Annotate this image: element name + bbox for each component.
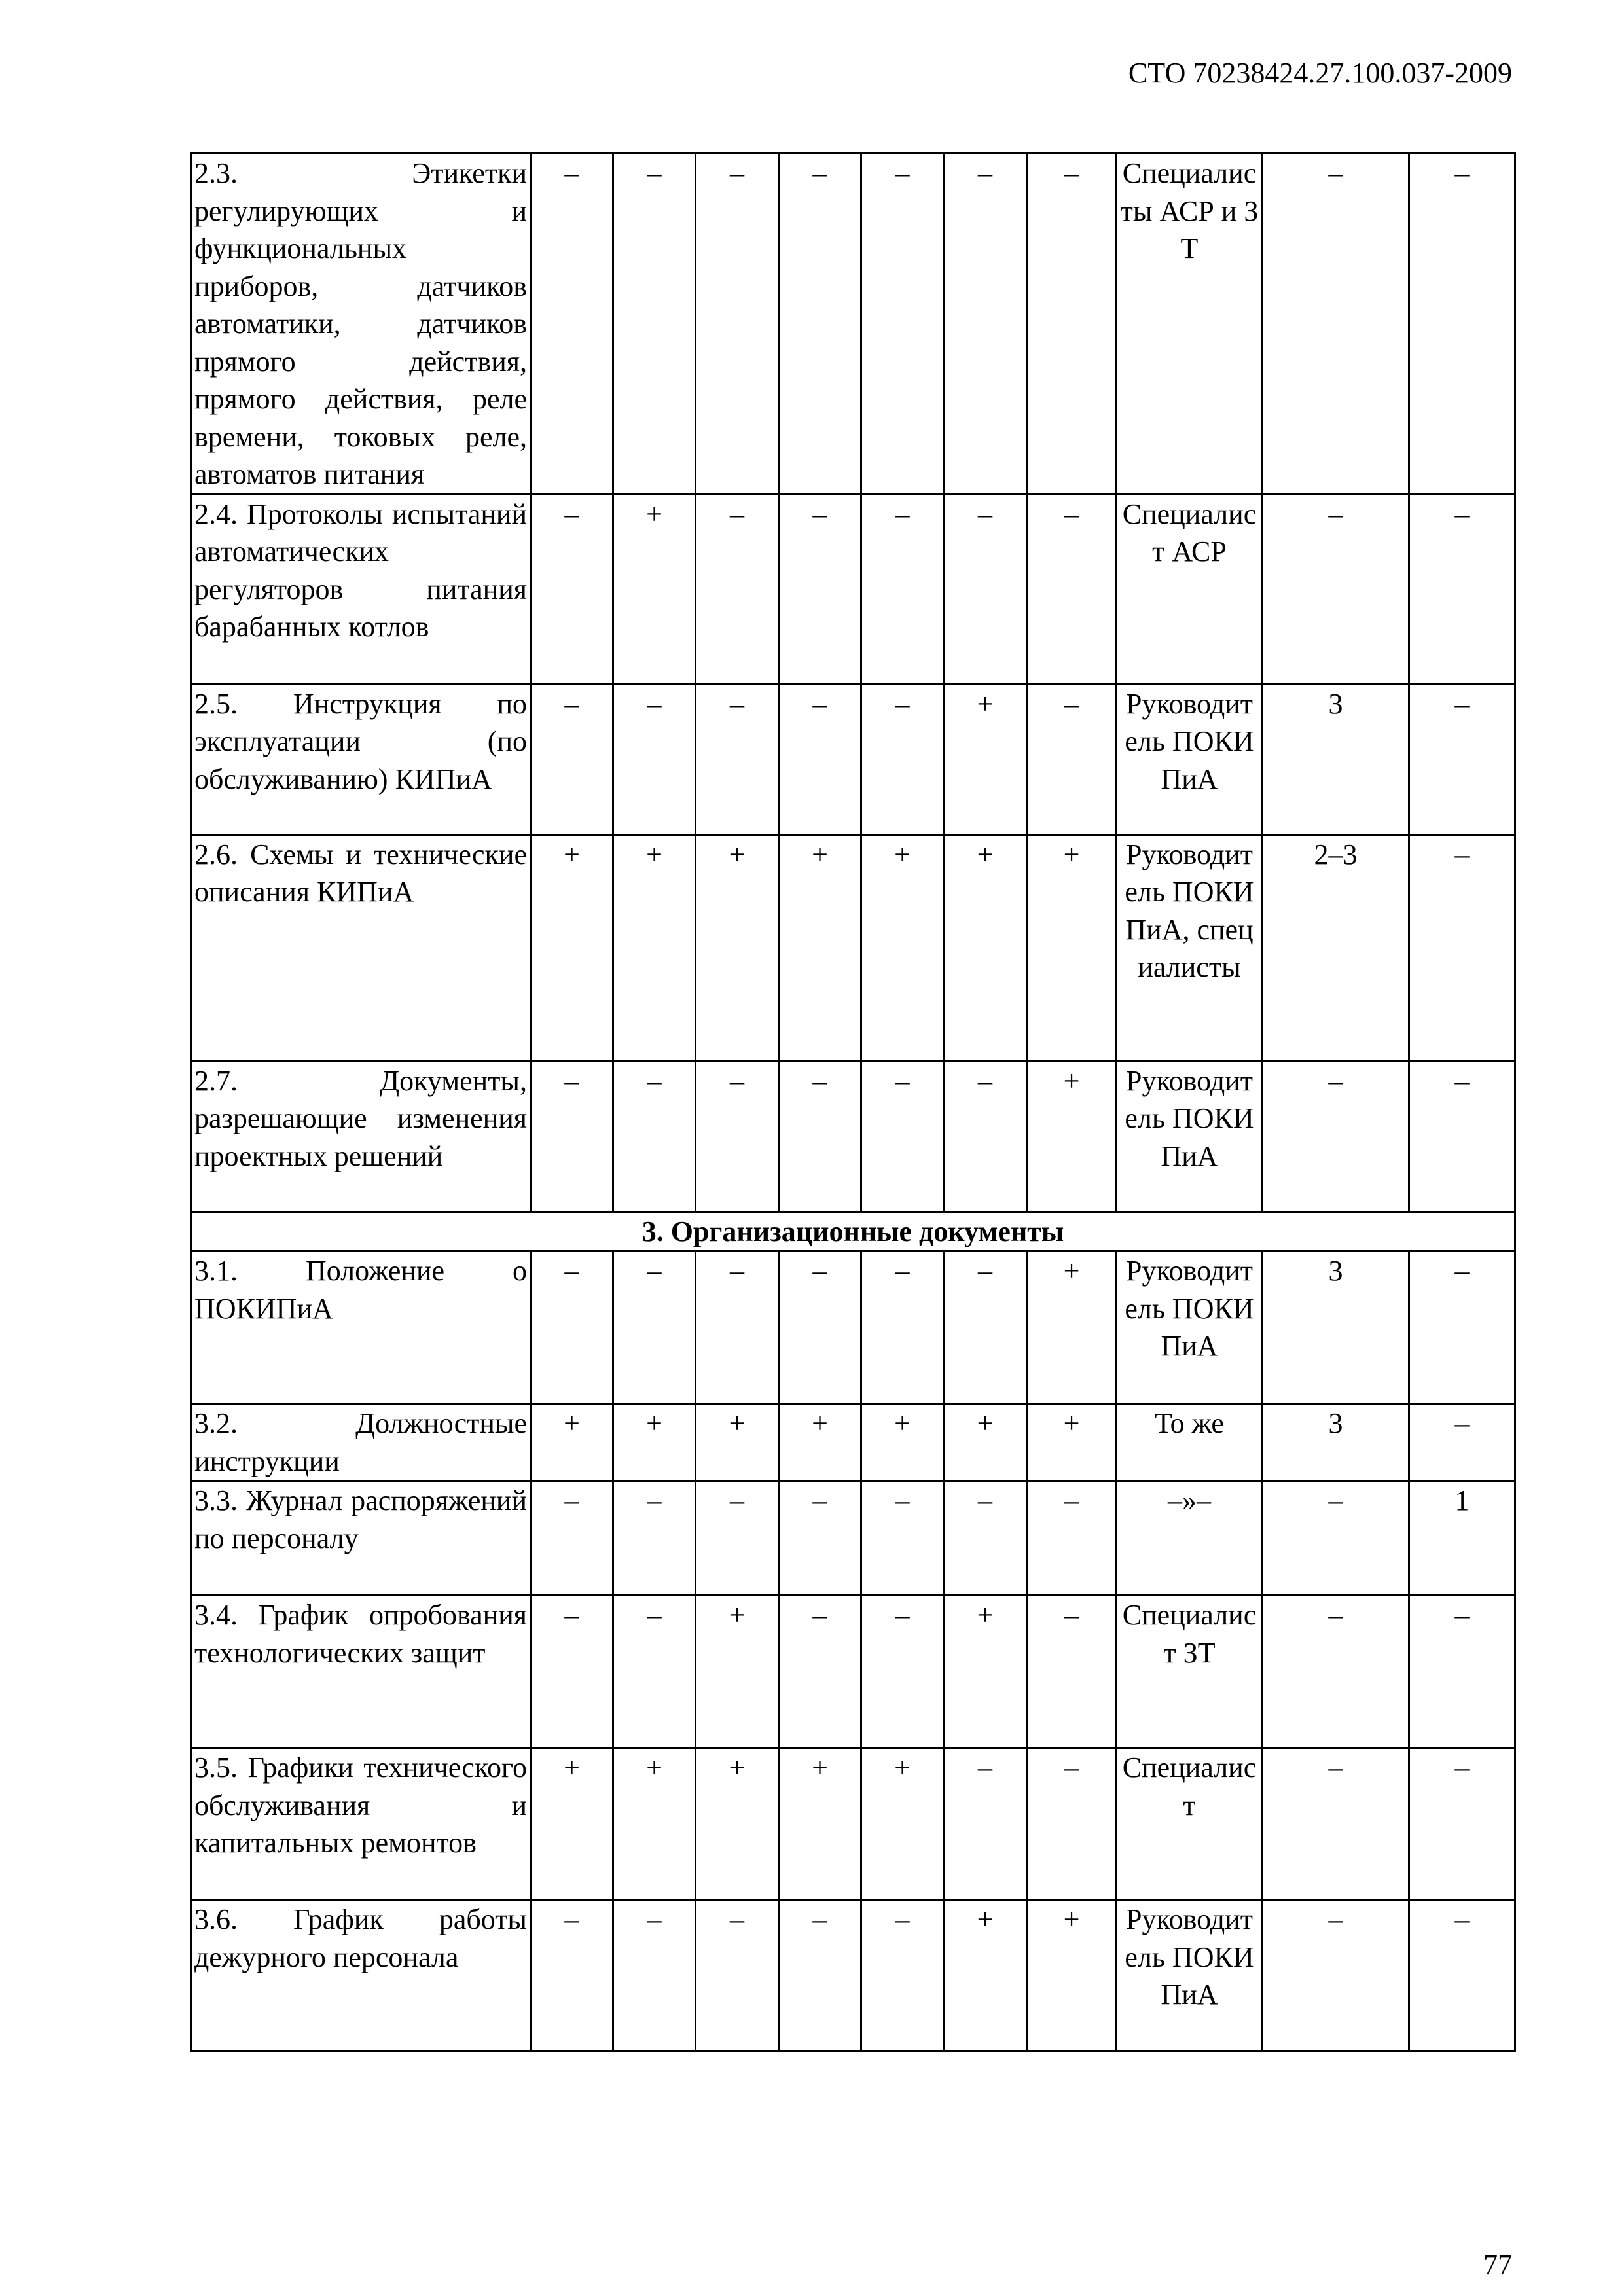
- mark-cell: +: [1027, 1251, 1117, 1404]
- mark-cell: –: [861, 1251, 944, 1404]
- mark-cell: +: [613, 1404, 696, 1481]
- mark-cell: –: [1027, 684, 1117, 834]
- mark-cell: +: [1027, 1900, 1117, 2051]
- document-name: 3.4. График опробования технологических защит: [194, 1599, 527, 1669]
- value-cell-b: –: [1409, 684, 1515, 834]
- document-name-cell: [191, 1596, 531, 1748]
- responsible-cell: –»–: [1117, 1481, 1263, 1596]
- value-cell-a: –: [1263, 1061, 1409, 1211]
- mark-cell: –: [531, 684, 613, 834]
- mark-cell: –: [1027, 1596, 1117, 1748]
- table-body: [191, 154, 1515, 2051]
- mark-cell: –: [779, 494, 861, 684]
- mark-cell: –: [531, 154, 613, 495]
- mark-cell: –: [944, 1748, 1027, 1900]
- mark-cell: +: [779, 834, 861, 1061]
- table-row: [191, 1251, 1515, 1404]
- mark-cell: –: [696, 494, 779, 684]
- value-cell-b: –: [1409, 1404, 1515, 1481]
- mark-cell: –: [861, 1900, 944, 2051]
- document-name-cell: [191, 834, 531, 1061]
- responsible-cell: Руководитель ПОКИПиА: [1117, 1900, 1263, 2051]
- responsible-cell: Руководитель ПОКИПиА, специалисты: [1117, 834, 1263, 1061]
- mark-cell: +: [696, 1404, 779, 1481]
- mark-cell: +: [944, 834, 1027, 1061]
- mark-cell: +: [613, 1748, 696, 1900]
- mark-cell: +: [696, 1596, 779, 1748]
- mark-cell: –: [1027, 154, 1117, 495]
- value-cell-a: –: [1263, 1596, 1409, 1748]
- mark-cell: –: [531, 1596, 613, 1748]
- table-row: [191, 1481, 1515, 1596]
- document-name-cell: [191, 1481, 531, 1596]
- responsible-cell: То же: [1117, 1404, 1263, 1481]
- document-name-cell: [191, 1251, 531, 1404]
- mark-cell: –: [613, 1481, 696, 1596]
- value-cell-b: –: [1409, 154, 1515, 495]
- document-name: 2.6. Схемы и технические описания КИПиА: [194, 838, 527, 908]
- table-row: [191, 1404, 1515, 1481]
- table-row: [191, 1748, 1515, 1900]
- mark-cell: –: [613, 154, 696, 495]
- value-cell-b: –: [1409, 1251, 1515, 1404]
- mark-cell: +: [1027, 1404, 1117, 1481]
- mark-cell: +: [613, 834, 696, 1061]
- mark-cell: –: [531, 494, 613, 684]
- value-cell-a: –: [1263, 154, 1409, 495]
- section-header-row: [191, 1211, 1515, 1251]
- mark-cell: +: [531, 834, 613, 1061]
- value-cell-a: 3: [1263, 684, 1409, 834]
- responsible-cell: Руководитель ПОКИПиА: [1117, 684, 1263, 834]
- responsible-cell: Специалисты АСР и ЗТ: [1117, 154, 1263, 495]
- table-row: [191, 154, 1515, 495]
- value-cell-a: –: [1263, 494, 1409, 684]
- mark-cell: –: [861, 684, 944, 834]
- mark-cell: –: [613, 1900, 696, 2051]
- document-name: 3.2. Должностные инструкции: [194, 1407, 527, 1477]
- mark-cell: +: [944, 1596, 1027, 1748]
- mark-cell: –: [944, 494, 1027, 684]
- mark-cell: –: [1027, 1481, 1117, 1596]
- mark-cell: –: [861, 1061, 944, 1211]
- mark-cell: –: [696, 154, 779, 495]
- document-name: 3.5. Графики технического обслуживания и капитальных ремонтов: [194, 1751, 527, 1859]
- mark-cell: +: [861, 1748, 944, 1900]
- mark-cell: –: [861, 1596, 944, 1748]
- responsible-cell: Специалист: [1117, 1748, 1263, 1900]
- value-cell-a: –: [1263, 1748, 1409, 1900]
- mark-cell: +: [1027, 834, 1117, 1061]
- document-name: 3.3. Журнал распоряжений по персоналу: [194, 1484, 527, 1554]
- mark-cell: +: [861, 1404, 944, 1481]
- mark-cell: –: [779, 1900, 861, 2051]
- table-row: [191, 834, 1515, 1061]
- document-name-cell: [191, 1748, 531, 1900]
- document-name: 3.1. Положение о ПОКИПиА: [194, 1255, 527, 1325]
- mark-cell: –: [1027, 1748, 1117, 1900]
- mark-cell: +: [531, 1404, 613, 1481]
- mark-cell: +: [696, 1748, 779, 1900]
- table-row: [191, 1596, 1515, 1748]
- value-cell-a: –: [1263, 1900, 1409, 2051]
- mark-cell: –: [613, 1251, 696, 1404]
- mark-cell: +: [944, 684, 1027, 834]
- mark-cell: –: [613, 1061, 696, 1211]
- mark-cell: –: [613, 1596, 696, 1748]
- mark-cell: –: [779, 1061, 861, 1211]
- document-name-cell: [191, 1404, 531, 1481]
- mark-cell: –: [613, 684, 696, 834]
- mark-cell: –: [861, 494, 944, 684]
- table-row: [191, 1900, 1515, 2051]
- mark-cell: –: [779, 1251, 861, 1404]
- responsible-cell: Специалист АСР: [1117, 494, 1263, 684]
- document-code: СТО 70238424.27.100.037-2009: [1128, 57, 1512, 89]
- document-name-cell: [191, 494, 531, 684]
- mark-cell: +: [861, 834, 944, 1061]
- mark-cell: –: [696, 684, 779, 834]
- mark-cell: –: [779, 154, 861, 495]
- mark-cell: +: [779, 1404, 861, 1481]
- mark-cell: +: [696, 834, 779, 1061]
- table-row: [191, 1061, 1515, 1211]
- value-cell-b: –: [1409, 1900, 1515, 2051]
- mark-cell: +: [779, 1748, 861, 1900]
- mark-cell: –: [944, 154, 1027, 495]
- value-cell-b: 1: [1409, 1481, 1515, 1596]
- document-name-cell: [191, 154, 531, 495]
- document-register-table: [190, 152, 1516, 2052]
- value-cell-a: 3: [1263, 1251, 1409, 1404]
- value-cell-a: –: [1263, 1481, 1409, 1596]
- value-cell-b: –: [1409, 1748, 1515, 1900]
- table-row: [191, 494, 1515, 684]
- mark-cell: –: [944, 1061, 1027, 1211]
- document-name-cell: [191, 1061, 531, 1211]
- mark-cell: +: [531, 1748, 613, 1900]
- value-cell-b: –: [1409, 1061, 1515, 1211]
- document-name-cell: [191, 684, 531, 834]
- responsible-cell: Специалист ЗТ: [1117, 1596, 1263, 1748]
- mark-cell: –: [696, 1251, 779, 1404]
- value-cell-b: –: [1409, 1596, 1515, 1748]
- mark-cell: –: [531, 1251, 613, 1404]
- document-name: 2.5. Инструкция по эксплуатации (по обслуживанию) КИПиА: [194, 687, 527, 795]
- mark-cell: +: [613, 494, 696, 684]
- mark-cell: –: [531, 1061, 613, 1211]
- document-name: 2.3. Этикетки регулирующих и функциональных приборов, датчиков автоматики, датчиков прямого действия, прямого действия, реле времени, токовых реле, автоматов питания: [194, 157, 527, 490]
- value-cell-a: 3: [1263, 1404, 1409, 1481]
- mark-cell: –: [779, 1481, 861, 1596]
- mark-cell: –: [531, 1481, 613, 1596]
- document-name-cell: [191, 1900, 531, 2051]
- responsible-cell: Руководитель ПОКИПиА: [1117, 1061, 1263, 1211]
- mark-cell: –: [696, 1061, 779, 1211]
- value-cell-a: 2–3: [1263, 834, 1409, 1061]
- mark-cell: –: [779, 1596, 861, 1748]
- mark-cell: –: [696, 1900, 779, 2051]
- mark-cell: –: [696, 1481, 779, 1596]
- section-title: 3. Организационные документы: [191, 1211, 1515, 1251]
- mark-cell: +: [1027, 1061, 1117, 1211]
- mark-cell: –: [944, 1481, 1027, 1596]
- value-cell-b: –: [1409, 494, 1515, 684]
- mark-cell: –: [861, 1481, 944, 1596]
- value-cell-b: –: [1409, 834, 1515, 1061]
- mark-cell: –: [944, 1251, 1027, 1404]
- page-number: 77: [1483, 2249, 1512, 2281]
- document-name: 2.7. Документы, разрешающие изменения проектных решений: [194, 1064, 527, 1172]
- mark-cell: –: [779, 684, 861, 834]
- mark-cell: +: [944, 1900, 1027, 2051]
- responsible-cell: Руководитель ПОКИПиА: [1117, 1251, 1263, 1404]
- document-name: 3.6. График работы дежурного персонала: [194, 1903, 527, 1973]
- document-name: 2.4. Протоколы испытаний автоматических регуляторов питания барабанных котлов: [194, 497, 527, 643]
- mark-cell: +: [944, 1404, 1027, 1481]
- table-row: [191, 684, 1515, 834]
- mark-cell: –: [531, 1900, 613, 2051]
- mark-cell: –: [861, 154, 944, 495]
- mark-cell: –: [1027, 494, 1117, 684]
